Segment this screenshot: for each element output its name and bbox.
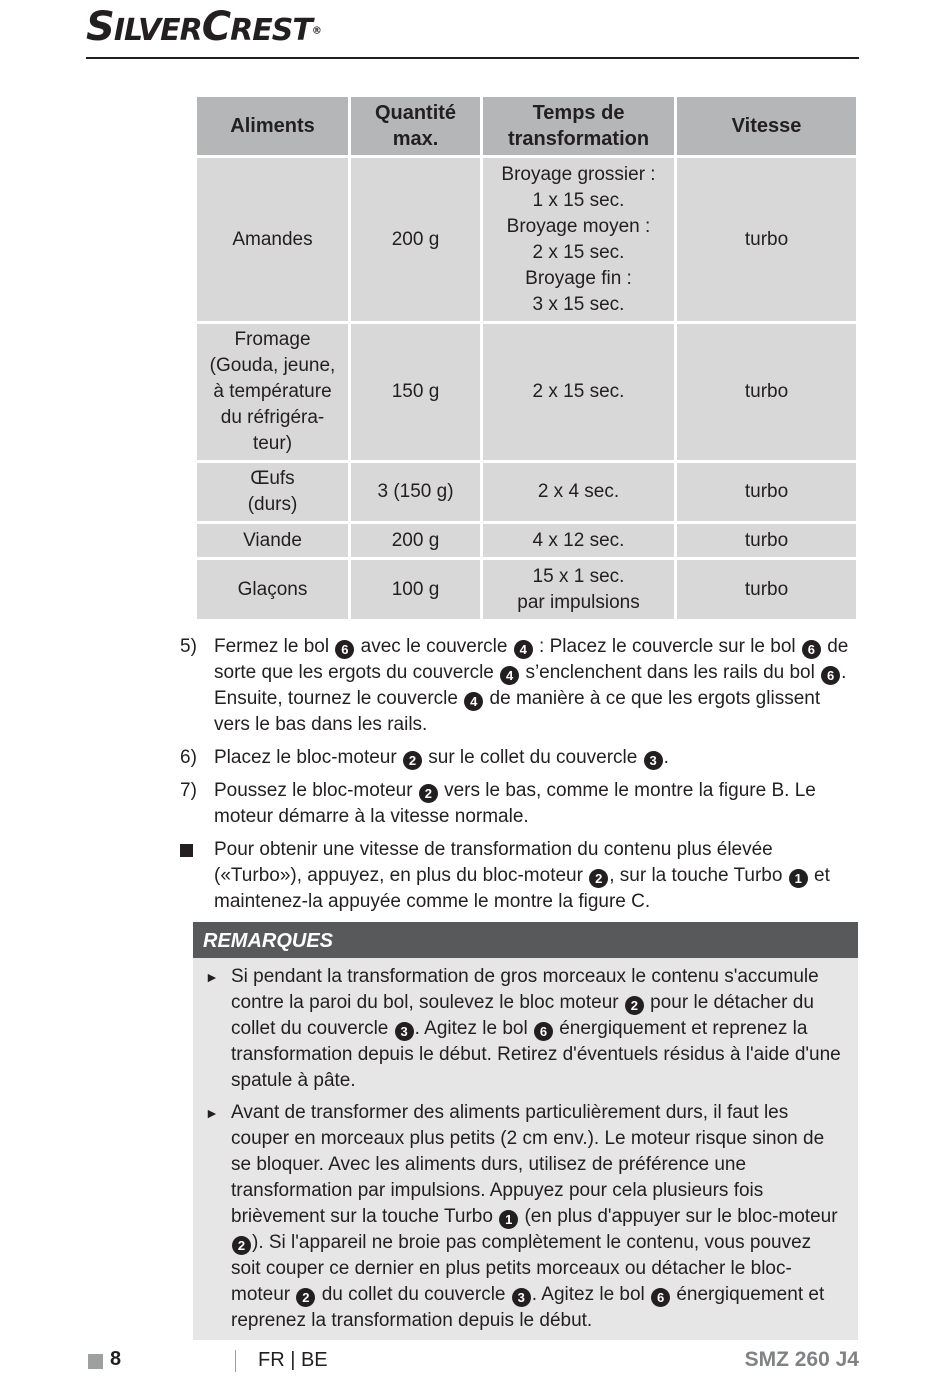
cell-line: 100 g [391,578,440,600]
text-run: Placez le bloc-moteur [214,747,402,768]
step-text [214,837,860,915]
step-number: 6) [180,747,197,768]
cell-line: 2 x 4 sec. [537,481,620,502]
footer-square [88,1354,103,1369]
table-cell-qty [350,559,482,621]
text-run: de manière à ce que les ergots glissent vers le bas dans les rails. [214,688,821,735]
step-number: 5) [180,636,197,657]
text-run: ). Si l'appareil ne broie pas complètement le contenu, vous pouvez soit couper ce dernier en plus petits morceaux ou détacher le bloc-moteur [231,1232,812,1305]
text-run: pour le détacher du collet du couvercle [231,992,814,1039]
cell-line: 4 x 12 sec. [532,529,625,551]
part-number-badge: 3 [644,751,663,770]
text-run: (en plus d'appuyer sur le bloc-moteur [519,1206,838,1227]
table-row [196,559,858,621]
part-number-badge: 2 [232,1236,251,1255]
col-header-temps: Temps de transformation [482,96,676,157]
text-run: . [663,747,669,768]
note-text [231,964,844,1094]
part-number-badge: 2 [403,751,422,770]
part-number-badge: 4 [500,666,519,685]
cell-line: turbo [744,529,789,551]
step-text [214,745,669,771]
note-item [193,1094,858,1334]
step-number: 7) [180,780,197,801]
text-run: . Agitez le bol [414,1018,533,1039]
table-cell-time [482,157,676,323]
table-row [196,323,858,462]
text-run: , sur la touche Turbo [609,865,788,886]
table-cell-speed [676,157,858,323]
table-row [196,462,858,523]
part-number-badge: 3 [395,1022,414,1041]
part-number-badge: 2 [296,1288,315,1307]
cell-line: 200 g [391,529,440,551]
part-number-badge: 2 [419,784,438,803]
cell-line: Fromage [234,329,311,350]
step-item [180,634,860,738]
cell-line: teur) [252,433,293,454]
notes-box [193,922,858,1340]
arrow-bullet-icon: ► [205,1105,219,1121]
part-number-badge: 6 [335,640,354,659]
step-item [180,837,860,915]
part-number-badge: 6 [534,1022,553,1041]
table-cell-food [196,462,350,523]
text-run: Fermez le bol [214,636,335,657]
part-number-badge: 2 [625,996,644,1015]
brand-logo: SILVERCREST® [86,4,321,50]
table-cell-time [482,559,676,621]
cell-line: Broyage moyen : [506,215,651,237]
table-row [196,523,858,559]
text-run: de sorte que les ergots du couvercle [214,636,849,683]
part-number-badge: 3 [512,1288,531,1307]
table-row [196,157,858,323]
cell-line: Œufs [250,468,295,489]
text-run: du collet du couvercle [316,1284,511,1305]
page-number: 8 [110,1348,122,1370]
text-run: s’enclenchent dans les rails du bol [520,662,821,683]
part-number-badge: 1 [789,869,808,888]
text-run: énergiquement et reprenez la transformation depuis le début. [231,1284,825,1331]
text-run: sur le collet du couvercle [422,747,643,768]
cell-line: du réfrigéra- [220,407,325,428]
table-cell-qty [350,523,482,559]
instruction-steps [180,634,860,922]
table-cell-speed [676,323,858,462]
cell-line: Broyage grossier : [501,163,656,185]
square-bullet-icon [180,837,214,915]
cell-line: 1 x 15 sec. [532,189,625,211]
step-text [214,778,860,830]
step-text [214,634,860,738]
cell-line: par impulsions [517,591,640,613]
col-header-vitesse: Vitesse [676,96,858,157]
cell-line: 200 g [391,228,440,250]
table-cell-time [482,462,676,523]
text-run: Poussez le bloc-moteur [214,780,418,801]
step-item [180,778,860,830]
cell-line: Viande [243,529,302,551]
table-cell-qty [350,157,482,323]
part-number-badge: 2 [589,869,608,888]
step-item [180,745,860,771]
text-run: Pour obtenir une vitesse de transformation du contenu plus élevée («Turbo»), appuyez, en plus du bloc-moteur [214,839,773,886]
part-number-badge: 6 [802,640,821,659]
note-text [231,1100,844,1334]
cell-line: (durs) [247,494,298,515]
notes-title: REMARQUES [193,922,858,958]
table-cell-qty [350,462,482,523]
part-number-badge: 4 [464,692,483,711]
text-run: : Placez le couvercle sur le bol [533,636,801,657]
cell-line: 3 (150 g) [377,481,454,502]
cell-line: turbo [744,228,789,250]
cell-line: 2 x 15 sec. [532,241,625,263]
table-cell-speed [676,523,858,559]
table-cell-food [196,559,350,621]
table-cell-speed [676,559,858,621]
cell-line: 2 x 15 sec. [532,381,625,402]
cell-line: Glaçons [237,578,308,600]
table-cell-food [196,323,350,462]
footer-language: FR | BE [258,1349,328,1371]
text-run: . Ensuite, tournez le couvercle [214,662,847,709]
part-number-badge: 1 [499,1210,518,1229]
cell-line: 150 g [391,381,440,402]
text-run: Avant de transformer des aliments particulièrement durs, il faut les couper en morceaux plus petits (2 cm env.). Le moteur risque sinon de se bloquer. Avec les aliments durs, utilisez de préférence une transformation par impulsions. Appuyez pour cela plusieurs fois brièvement sur la touche Turbo [231,1102,825,1227]
cell-line: 15 x 1 sec. [532,565,625,587]
table-cell-speed [676,462,858,523]
footer-model: SMZ 260 J4 [744,1348,859,1371]
cell-line: à température [213,381,332,402]
cell-line: Amandes [232,228,313,250]
cell-line: turbo [744,578,789,600]
cell-line: (Gouda, jeune, [209,355,336,376]
col-header-quantite: Quantité max. [350,96,482,157]
cell-line: 3 x 15 sec. [532,293,625,315]
part-number-badge: 4 [514,640,533,659]
cell-line: turbo [744,381,789,402]
note-item [193,958,858,1094]
table-cell-food [196,157,350,323]
text-run: vers le bas, comme le montre la figure B. Le moteur démarre à la vitesse normale. [214,780,816,827]
processing-table [194,94,859,622]
cell-line: Broyage fin : [525,267,632,289]
footer-separator [235,1350,236,1372]
part-number-badge: 6 [651,1288,670,1307]
header-rule [86,57,859,59]
table-cell-qty [350,323,482,462]
text-run: énergiquement et reprenez la transformation depuis le début. Retirez d'éventuels résidus à l'aide d'une spatule à pâte. [231,1018,841,1091]
col-header-aliments: Aliments [196,96,350,157]
table-cell-time [482,323,676,462]
text-run: et maintenez-la appuyée comme le montre la figure C. [214,865,830,912]
text-run: Si pendant la transformation de gros morceaux le contenu s'accumule contre la paroi du bol, soulevez le bloc moteur [231,966,819,1013]
cell-line: turbo [744,481,789,502]
arrow-bullet-icon: ► [205,969,219,985]
text-run: . Agitez le bol [531,1284,651,1305]
table-cell-time [482,523,676,559]
part-number-badge: 6 [821,666,840,685]
table-cell-food [196,523,350,559]
table-header-row [196,96,858,157]
text-run: avec le couvercle [355,636,513,657]
